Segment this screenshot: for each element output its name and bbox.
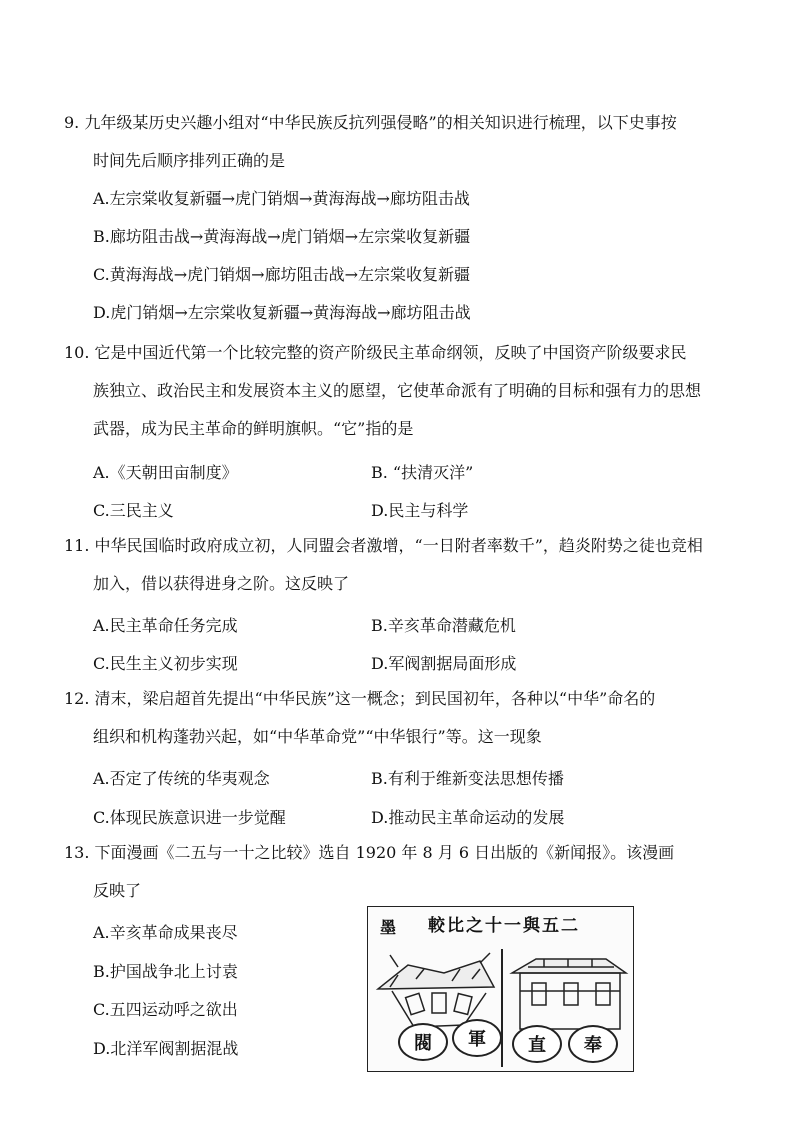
q10-stem-line-3: 武器，成为民主革命的鲜明旗帜。“它”指的是 — [93, 419, 414, 438]
collapsing-building-icon — [378, 953, 494, 1027]
q9-option-d: D.虎门销烟→左宗棠收复新疆→黄海海战→廊坊阻击战 — [93, 303, 471, 322]
money-bag-right-2: 奉 — [568, 1025, 618, 1063]
q10-stem-line-1: 10. 它是中国近代第一个比较完整的资产阶级民主革命纲领，反映了中国资产阶级要求民 — [64, 343, 687, 362]
q11-option-c: C.民生主义初步实现 — [93, 654, 238, 673]
money-bag-left-1: 閥 — [398, 1023, 448, 1061]
standing-building-icon — [512, 959, 626, 1029]
q11-option-a: A.民主革命任务完成 — [93, 616, 238, 635]
q12-stem-line-2: 组织和机构蓬勃兴起，如“中华革命党”“中华银行”等。这一现象 — [93, 727, 542, 746]
q10-option-d: D.民主与科学 — [371, 501, 469, 520]
q13-option-b: B.护国战争北上讨袁 — [93, 962, 238, 981]
cartoon-illustration — [367, 906, 634, 1072]
q9-stem-line-1: 9. 九年级某历史兴趣小组对“中华民族反抗列强侵略”的相关知识进行梳理，以下史事按 — [64, 113, 677, 132]
question-12 — [64, 680, 724, 756]
q13-stem-line-2: 反映了 — [93, 881, 142, 900]
q13-stem-line-1: 13. 下面漫画《二五与一十之比较》选自 1920 年 8 月 6 日出版的《新闻报》。该漫画 — [64, 843, 675, 862]
cartoon-title: 較比之十一與五二 — [428, 916, 580, 936]
q9-option-a: A.左宗棠收复新疆→虎门销烟→黄海海战→廊坊阻击战 — [93, 189, 470, 208]
money-bag-left-2: 軍 — [452, 1019, 502, 1057]
q12-option-b: B.有利于维新变法思想传播 — [371, 769, 564, 788]
question-11 — [64, 527, 724, 603]
q12-option-c: C.体现民族意识进一步觉醒 — [93, 808, 286, 827]
money-bag-right-1: 直 — [512, 1025, 562, 1063]
q11-option-d: D.军阀割据局面形成 — [371, 654, 517, 673]
q13-option-a: A.辛亥革命成果丧尽 — [93, 923, 238, 942]
q12-option-d: D.推动民主革命运动的发展 — [371, 808, 565, 827]
q13-option-d: D.北洋军阀割据混战 — [93, 1039, 239, 1058]
q11-stem-line-2: 加入，借以获得进身之阶。这反映了 — [93, 574, 350, 593]
cartoon-seal: 墨 — [380, 918, 397, 937]
question-10 — [64, 334, 724, 448]
q10-option-a: A.《天朝田亩制度》 — [93, 463, 238, 482]
q9-option-c: C.黄海海战→虎门销烟→廊坊阻击战→左宗棠收复新疆 — [93, 265, 470, 284]
q12-stem-line-1: 12. 清末，梁启超首先提出“中华民族”这一概念；到民国初年，各种以“中华”命名的 — [64, 689, 656, 708]
q10-option-c: C.三民主义 — [93, 501, 174, 520]
question-13 — [64, 834, 724, 910]
q11-option-b: B.辛亥革命潜藏危机 — [371, 616, 516, 635]
q9-stem-line-2: 时间先后顺序排列正确的是 — [93, 151, 286, 170]
q10-stem-line-2: 族独立、政治民主和发展资本主义的愿望，它使革命派有了明确的目标和强有力的思想 — [93, 381, 702, 400]
q12-option-a: A.否定了传统的华夷观念 — [93, 769, 270, 788]
question-9 — [64, 104, 724, 332]
q13-option-c: C.五四运动呼之欲出 — [93, 1000, 238, 1019]
q10-option-b: B. “扶清灭洋” — [371, 463, 474, 482]
q11-stem-line-1: 11. 中华民国临时政府成立初，人同盟会者激增，“一日附者率数千”，趋炎附势之徒也竞相 — [64, 536, 703, 555]
q9-option-b: B.廊坊阻击战→黄海海战→虎门销烟→左宗棠收复新疆 — [93, 227, 471, 246]
